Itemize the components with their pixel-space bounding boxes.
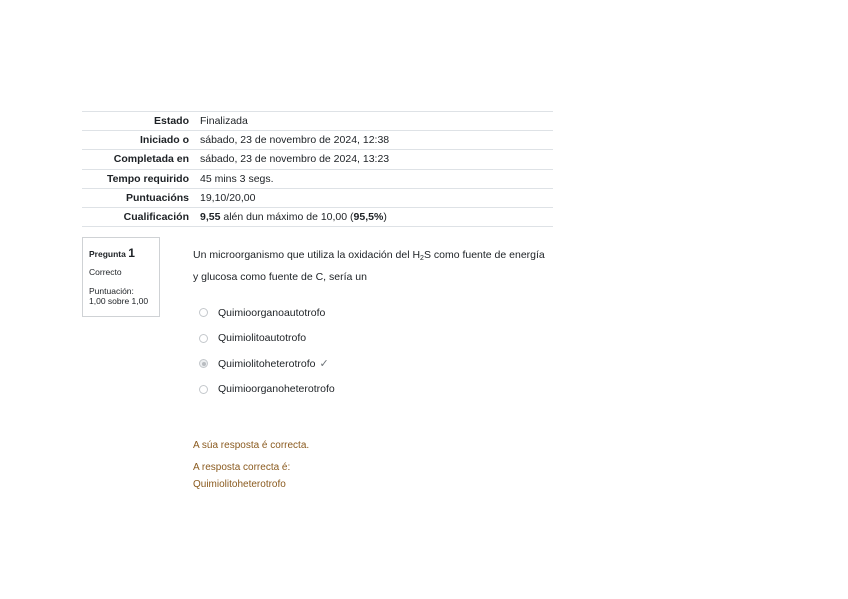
answer-label: Quimiolitoheterotrofo	[218, 357, 316, 370]
right-answer-label: A resposta correcta é:	[193, 462, 291, 473]
question-grade-value: 1,00 sobre 1,00	[89, 295, 149, 306]
question-grade	[89, 286, 153, 306]
question-info-box	[82, 237, 160, 317]
summary-row-marks	[82, 188, 553, 207]
answer-radio[interactable]	[199, 308, 208, 317]
summary-label: Puntuacións	[125, 191, 189, 204]
answer-label: Quimiolitoautotrofo	[218, 332, 307, 345]
summary-value: 19,10/20,00	[200, 191, 256, 204]
question-text-subscript: 2	[420, 255, 424, 262]
question-number	[89, 246, 153, 260]
answer-radio[interactable]	[199, 334, 208, 343]
grade-middle: alén dun máximo de 10,00 (	[220, 211, 354, 224]
grade-score: 9,55	[200, 211, 221, 224]
grade-end: )	[383, 211, 387, 224]
answer-option[interactable]	[199, 326, 335, 352]
question-label: Pregunta	[89, 249, 126, 259]
summary-row-grade	[82, 207, 553, 226]
summary-value: 45 mins 3 segs.	[200, 172, 274, 185]
summary-row-time	[82, 169, 553, 188]
summary-label: Cualificación	[123, 211, 189, 224]
summary-row-started	[82, 131, 553, 150]
summary-label: Iniciado o	[139, 134, 189, 147]
question-grade-label: Puntuación:	[89, 285, 134, 296]
summary-value: Finalizada	[200, 115, 248, 128]
question-feedback	[193, 437, 309, 493]
summary-label: Estado	[153, 115, 189, 128]
question-number-value: 1	[128, 246, 135, 260]
question-text-after: S como fuente de energía y glucosa como fuente de C, sería un	[193, 249, 545, 283]
answer-option-selected[interactable]	[199, 351, 335, 377]
summary-row-completed	[82, 150, 553, 169]
summary-label: Completada en	[113, 153, 189, 166]
summary-row-state	[82, 112, 553, 131]
right-answer-value: Quimiolitoheterotrofo	[193, 479, 286, 490]
question-state: Correcto	[89, 267, 122, 278]
answer-option[interactable]	[199, 377, 335, 403]
question-text	[193, 246, 548, 286]
question-text-before: Un microorganismo que utiliza la oxidación del H	[193, 249, 421, 261]
quiz-summary-table	[82, 111, 553, 227]
answer-list	[199, 300, 335, 402]
answer-radio[interactable]	[199, 385, 208, 394]
check-icon: ✓	[319, 358, 329, 371]
summary-value: sábado, 23 de novembro de 2024, 13:23	[200, 153, 390, 166]
answer-radio-checked[interactable]	[199, 359, 208, 368]
summary-label: Tempo requirido	[106, 172, 189, 185]
grade-value	[200, 207, 553, 226]
grade-percent: 95,5%	[353, 211, 384, 224]
answer-option[interactable]	[199, 300, 335, 326]
summary-value: sábado, 23 de novembro de 2024, 12:38	[200, 134, 390, 147]
answer-label: Quimioorganoheterotrofo	[218, 383, 335, 396]
feedback-status: A súa resposta é correcta.	[193, 440, 310, 451]
answer-label: Quimioorganoautotrofo	[218, 306, 326, 319]
